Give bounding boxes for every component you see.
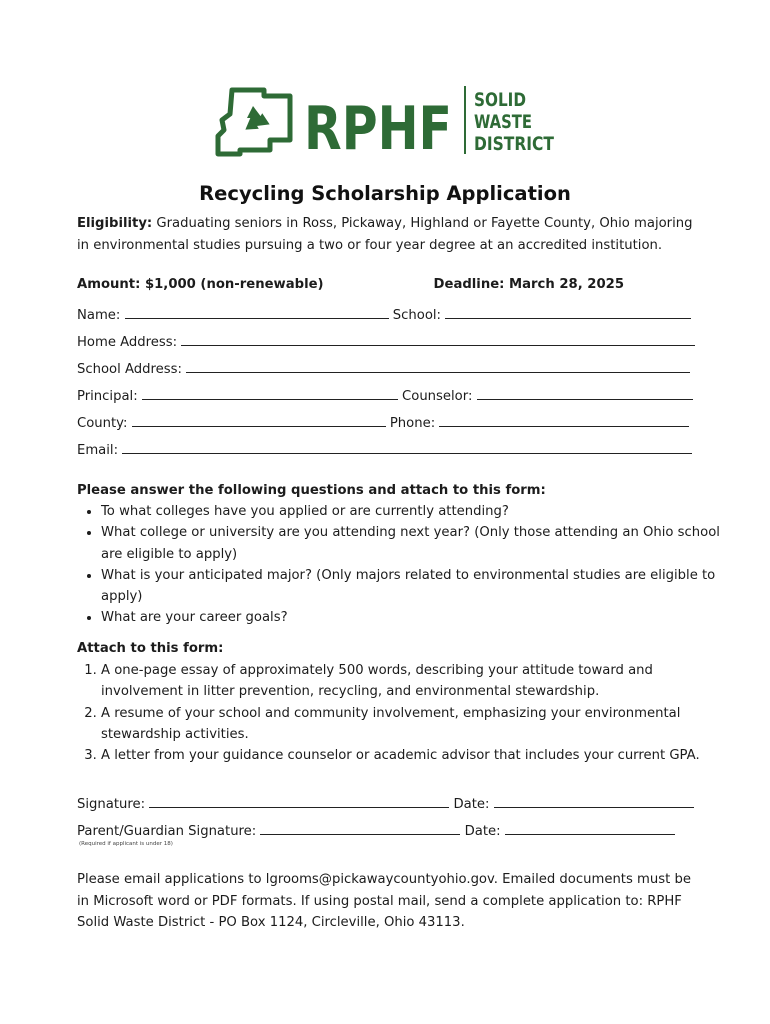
name-school-row: [77, 305, 697, 326]
principal-label: Principal:: [77, 389, 138, 404]
page-title: Recycling Scholarship Application: [199, 182, 571, 205]
home-address-label: Home Address:: [77, 335, 178, 350]
logo-initials: RPHF: [304, 94, 452, 164]
attach-heading: Attach to this form:: [77, 641, 224, 656]
phone-label: Phone:: [389, 416, 436, 431]
list-item: • What are your career goals?: [101, 607, 726, 628]
list-item: 3. A letter from your guidance counselor or academic advisor that includes your current GPA.: [101, 745, 726, 766]
guardian-signature-field[interactable]: [260, 821, 460, 835]
county-phone-row: [77, 413, 697, 434]
rphf-logo: [214, 84, 558, 164]
home-address-field[interactable]: [181, 332, 695, 346]
county-label: County:: [77, 416, 128, 431]
attach-list: [77, 660, 726, 766]
school-address-label: School Address:: [77, 362, 182, 377]
footer-instructions: Please email applications to lgrooms@pickawaycountyohio.gov. Emailed documents must be in Microsoft word or PDF formats. If using postal mail, send a complete application to: RPHF Solid Waste District - PO Box 1124, Circleville, Ohio 43113.: [77, 872, 691, 930]
county-field[interactable]: [132, 413, 386, 427]
name-field[interactable]: [125, 305, 389, 319]
eligibility-paragraph: [77, 213, 697, 256]
guardian-date-label: Date:: [464, 824, 501, 839]
guardian-signature-label: Parent/Guardian Signature:: [77, 824, 257, 839]
logo-line-solid: SOLID: [474, 89, 526, 111]
name-label: Name:: [77, 308, 121, 323]
counselor-label: Counselor:: [402, 389, 473, 404]
deadline-text: Deadline: March 28, 2025: [433, 277, 624, 292]
phone-field[interactable]: [439, 413, 689, 427]
logo-divider: [464, 86, 466, 154]
list-item: • What is your anticipated major? (Only majors related to environmental studies are eligible to apply): [101, 565, 726, 608]
eligibility-text: Graduating seniors in Ross, Pickaway, Highland or Fayette County, Ohio majoring in environmental studies pursuing a two or four year degree at an accredited institution.: [77, 216, 693, 253]
questions-heading: Please answer the following questions and attach to this form:: [77, 483, 546, 498]
list-item: • To what colleges have you applied or are currently attending?: [101, 501, 726, 522]
email-label: Email:: [77, 443, 119, 458]
list-item: 2. A resume of your school and community involvement, emphasizing your environmental stewardship activities.: [101, 703, 726, 746]
signature-date-label: Date:: [453, 797, 490, 812]
guardian-note: (Required if applicant is under 18): [79, 841, 173, 847]
principal-counselor-row: [77, 386, 697, 407]
school-address-field[interactable]: [186, 359, 690, 373]
eligibility-label: Eligibility:: [77, 216, 153, 231]
logo-line-waste: WASTE: [474, 111, 532, 133]
signature-label: Signature:: [77, 797, 146, 812]
amount-deadline-row: [77, 275, 697, 295]
amount-text: Amount: $1,000 (non-renewable): [77, 277, 324, 292]
counselor-field[interactable]: [477, 386, 693, 400]
school-label: School:: [392, 308, 441, 323]
logo-line-district: DISTRICT: [474, 133, 555, 155]
signature-date-field[interactable]: [494, 794, 694, 808]
school-address-row: [77, 359, 697, 380]
principal-field[interactable]: [142, 386, 398, 400]
questions-list: [77, 501, 726, 629]
guardian-date-field[interactable]: [505, 821, 675, 835]
list-item: • What college or university are you attending next year? (Only those attending an Ohio school are eligible to apply): [101, 522, 726, 565]
school-field[interactable]: [445, 305, 691, 319]
signature-row: [77, 794, 697, 815]
email-row: [77, 440, 697, 461]
signature-field[interactable]: [149, 794, 449, 808]
email-field[interactable]: [122, 440, 692, 454]
home-address-row: [77, 332, 697, 353]
guardian-signature-row: [77, 821, 697, 842]
list-item: 1. A one-page essay of approximately 500 words, describing your attitude toward and involvement in litter prevention, recycling, and environmental stewardship.: [101, 660, 726, 703]
recycle-state-map-icon: [218, 90, 290, 154]
